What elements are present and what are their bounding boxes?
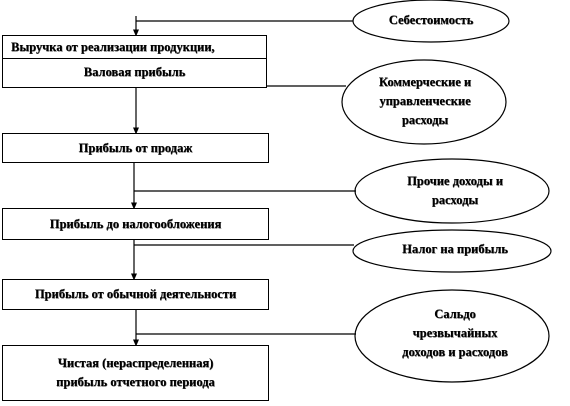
gross-profit-row <box>3 59 266 87</box>
box-net-profit <box>2 345 269 401</box>
oval-label-other <box>370 172 540 210</box>
revenue-row <box>3 36 266 59</box>
extraordinary-label-line3: доходов и расходов <box>402 345 508 359</box>
commercial-label-line3: расходы <box>401 113 449 127</box>
revenue-label: Выручка от реализации продукции, <box>11 40 215 54</box>
profit-before-tax-label: Прибыль до налогообложения <box>49 217 222 231</box>
cost-label: Себестоимость <box>388 13 474 27</box>
tax-label: Налог на прибыль <box>402 242 508 256</box>
oval-label-cost <box>361 11 501 30</box>
box-profit-from-sales <box>2 133 269 163</box>
extraordinary-label-line1: Сальдо <box>434 307 476 321</box>
oval-label-commercial <box>350 73 500 130</box>
commercial-label-line2: управленческие <box>379 94 471 108</box>
box-profit-before-tax <box>2 208 269 240</box>
net-profit-label-line2: прибыль отчетного периода <box>56 375 215 389</box>
box-profit-ordinary <box>2 279 269 310</box>
other-label-line1: Прочие доходы и <box>407 174 503 188</box>
profit-from-sales-label: Прибыль от продаж <box>78 141 193 155</box>
gross-profit-label: Валовая прибыль <box>83 65 186 79</box>
commercial-label-line1: Коммерческие и <box>378 75 472 89</box>
net-profit-label-line1: Чистая (нераспределенная) <box>57 356 214 370</box>
extraordinary-label-line2: чрезвычайных <box>412 326 498 340</box>
other-label-line2: расходы <box>431 193 479 207</box>
oval-label-tax <box>370 240 540 259</box>
oval-label-extraordinary <box>370 305 540 362</box>
box-revenue-gross-profit <box>2 35 267 88</box>
profit-ordinary-label: Прибыль от обычной деятельности <box>34 287 237 301</box>
